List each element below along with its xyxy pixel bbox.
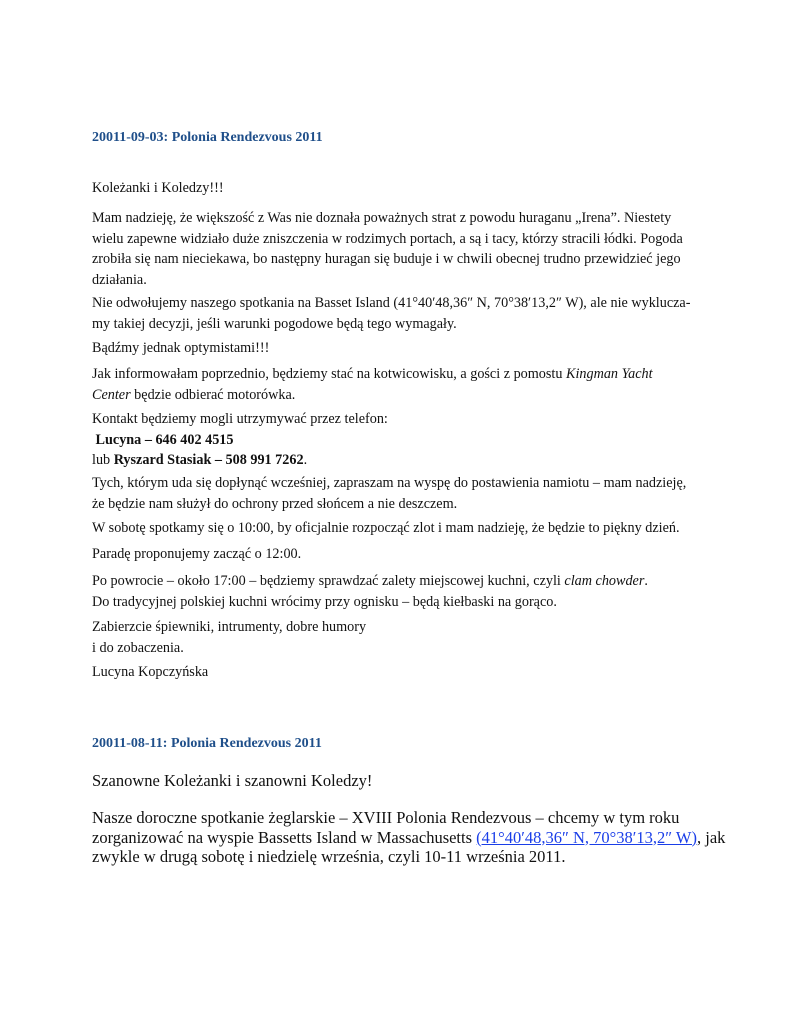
paragraph-tent: Tych, którym uda się dopłynąć wcześniej, zapraszam na wyspę do postawienia namiotu – mam nadzieję, że będzie nam służył do ochrony przed słońcem a nie deszczem. [92,475,687,512]
greeting: Szanowne Koleżanki i szanowni Koledzy! [92,771,373,790]
post-title: 20011-09-03: Polonia Rendezvous 2011 [92,130,323,145]
paragraph-closing: Zabierzcie śpiewniki, intrumenty, dobre humory i do zobaczenia. [92,619,367,656]
post-title: 20011-08-11: Polonia Rendezvous 2011 [92,736,322,751]
greeting: Koleżanki i Koledzy!!! [92,180,224,196]
paragraph-meeting: Nie odwołujemy naszego spotkania na Basset Island (41°40′48,36″ N, 70°38′13,2″ W), ale nie wyklucza- my takiej decyzji, jeśli warunki pogodowe będą tego wymagały. [92,295,691,332]
signature: Lucyna Kopczyńska [92,664,209,680]
paragraph-dinner: Po powrocie – około 17:00 – będziemy sprawdzać zalety miejscowej kuchni, czyli clam chowder. Do tradycyjnej polskiej kuchni wrócimy przy ognisku – będą kiełbaski na gorąco. [92,573,648,610]
paragraph-announcement: Nasze doroczne spotkanie żeglarskie – XVIII Polonia Rendezvous – chcemy w tym roku zorganizować na wyspie Bassetts Island w Massachusetts (41°40′48,36″ N, 70°38′13,2″ W), jak zwykle w drugą sobotę i niedzielę września, czyli 10-11 września 2011. [92,808,726,866]
paragraph-parade: Paradę proponujemy zacząć o 12:00. [92,546,302,562]
paragraph-hurricane: Mam nadzieję, że większość z Was nie doznała poważnych strat z powodu huraganu „Irena”. Niestety wielu zapewne widziało duże zniszczenia w rodzimych portach, a są i tacy, którzy stracili łódki. Pogoda zrobiła się nam nieciekawa, bo następny huragan się buduje i w chwili obecnej trudno przewidzieć jego działania. [92,210,683,288]
paragraph-anchorage: Jak informowałam poprzednio, będziemy stać na kotwicowisku, a gości z pomostu Kingman Yacht Center będzie odbierać motorówka. [92,366,653,403]
coordinates-link[interactable]: (41°40′48,36″ N, 70°38′13,2″ W) [476,827,697,847]
contact-lucyna: Lucyna – 646 402 4515 [95,431,234,448]
contact-ryszard: lub Ryszard Stasiak – 508 991 7262. [92,452,308,468]
paragraph-optimism: Bądźmy jednak optymistami!!! [92,340,270,356]
paragraph-saturday: W sobotę spotkamy się o 10:00, by oficjalnie rozpocząć zlot i mam nadzieję, że będzie to piękny dzień. [92,520,680,536]
paragraph-contact: Kontakt będziemy mogli utrzymywać przez telefon: Lucyna – 646 402 4515 lub Ryszard Stasiak – 508 991 7262. [92,409,704,471]
